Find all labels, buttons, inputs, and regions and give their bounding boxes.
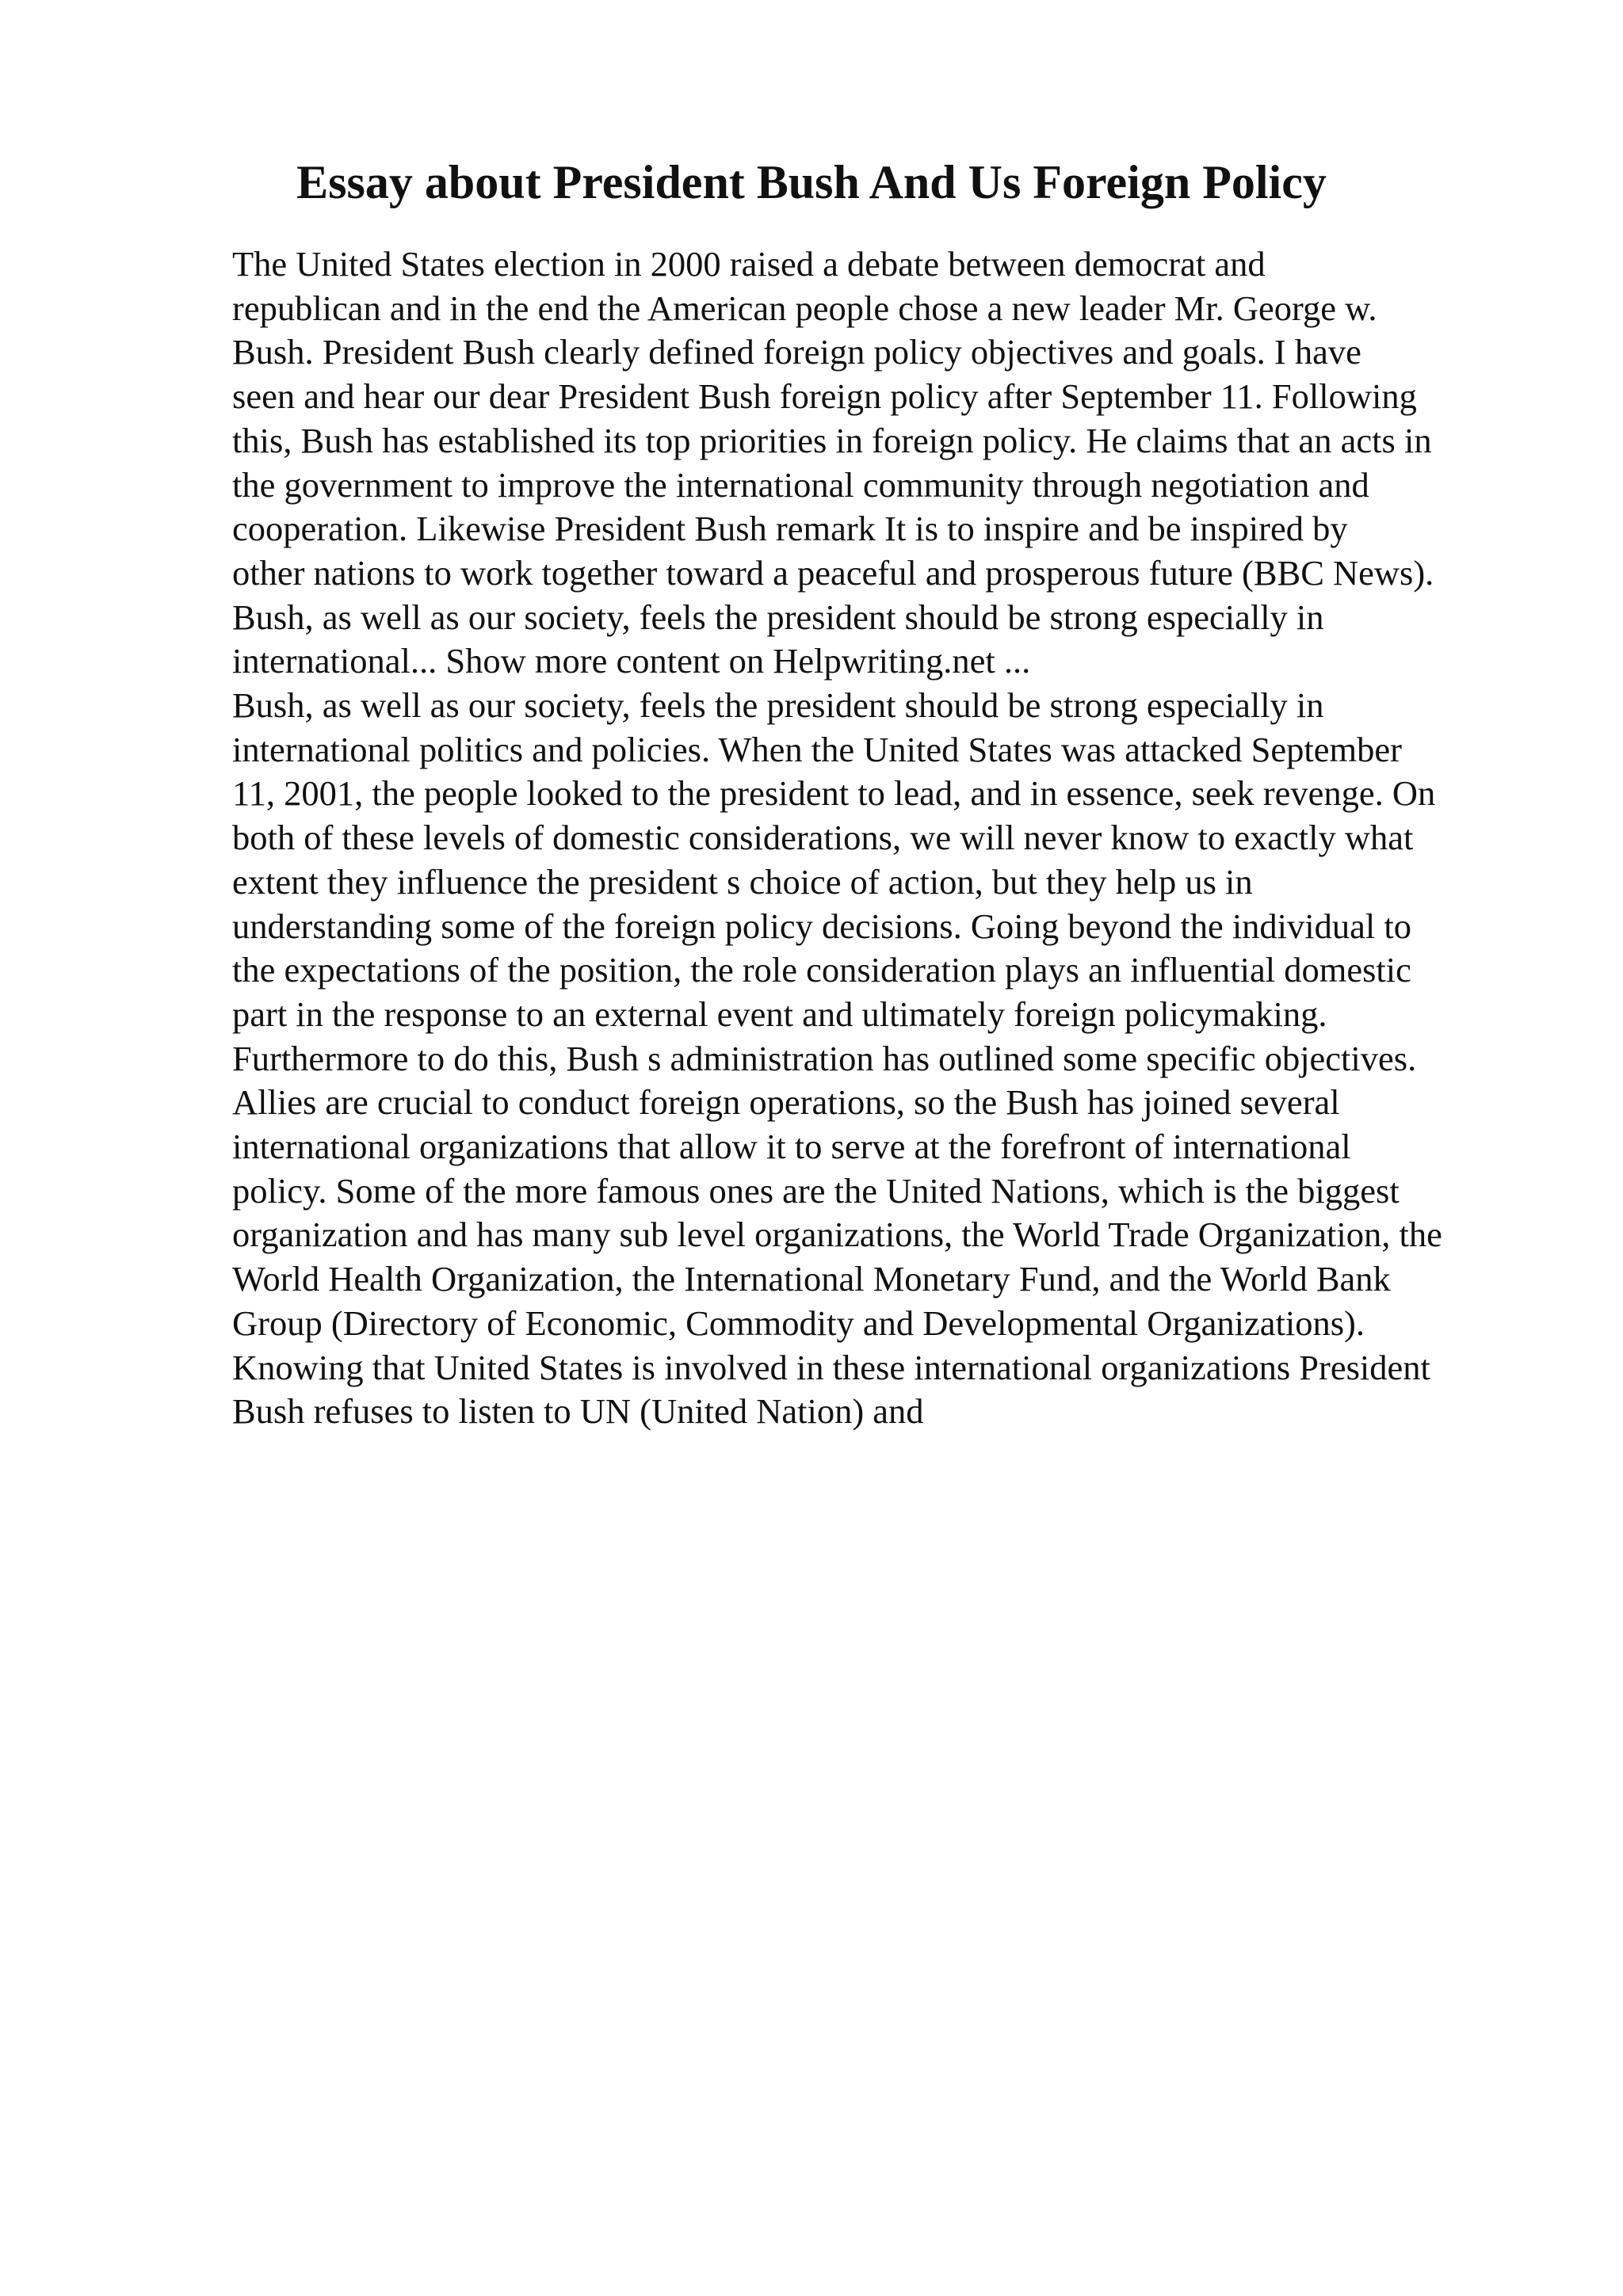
text-line: extent they influence the president s choice of action, but they help us in bbox=[232, 861, 1253, 902]
text-line: seen and hear our dear President Bush foreign policy after September 11. Following bbox=[232, 376, 1417, 417]
essay-body bbox=[232, 242, 1611, 1434]
text-line: republican and in the end the American people chose a new leader Mr. George w. bbox=[232, 288, 1377, 328]
text-line: this, Bush has established its top priorities in foreign policy. He claims that an acts in bbox=[232, 420, 1432, 460]
text-line: Bush. President Bush clearly defined foreign policy objectives and goals. I have bbox=[232, 332, 1361, 372]
text-line: understanding some of the foreign policy decisions. Going beyond the individual to bbox=[232, 906, 1412, 946]
text-line: part in the response to an external event and ultimately foreign policymaking. bbox=[232, 994, 1327, 1034]
text-line: Allies are crucial to conduct foreign operations, so the Bush has joined several bbox=[232, 1082, 1340, 1123]
text-line: Bush, as well as our society, feels the president should be strong especially in bbox=[232, 685, 1324, 726]
text-line: the expectations of the position, the role consideration plays an influential domestic bbox=[232, 950, 1411, 990]
text-line: 11, 2001, the people looked to the president to lead, and in essence, seek revenge. On bbox=[232, 773, 1436, 814]
document-title: Essay about President Bush And Us Foreign Policy bbox=[296, 156, 1327, 208]
text-line: policy. Some of the more famous ones are the United Nations, which is the biggest bbox=[232, 1170, 1400, 1211]
text-line: the government to improve the international community through negotiation and bbox=[232, 464, 1369, 505]
text-line: international... Show more content on Helpwriting.net ... bbox=[232, 641, 1031, 681]
text-line: organization and has many sub level organizations, the World Trade Organization, the bbox=[232, 1215, 1442, 1255]
text-line: Bush, as well as our society, feels the president should be strong especially in bbox=[232, 597, 1324, 637]
text-line: international politics and policies. When the United States was attacked September bbox=[232, 729, 1402, 769]
text-line: Knowing that United States is involved in these international organizations President bbox=[232, 1347, 1430, 1387]
text-line: Furthermore to do this, Bush s administration has outlined some specific objectives. bbox=[232, 1038, 1417, 1078]
text-line: other nations to work together toward a peaceful and prosperous future (BBC News). bbox=[232, 552, 1434, 593]
text-line: The United States election in 2000 raised a debate between democrat and bbox=[232, 244, 1266, 284]
text-line: Group (Directory of Economic, Commodity and Developmental Organizations). bbox=[232, 1302, 1365, 1343]
text-line: World Health Organization, the International Monetary Fund, and the World Bank bbox=[232, 1259, 1391, 1299]
text-line: cooperation. Likewise President Bush remark It is to inspire and be inspired by bbox=[232, 509, 1348, 549]
text-line: both of these levels of domestic considerations, we will never know to exactly what bbox=[232, 818, 1414, 858]
text-line: Bush refuses to listen to UN (United Nation) and bbox=[232, 1391, 924, 1432]
text-line: international organizations that allow it to serve at the forefront of international bbox=[232, 1127, 1351, 1167]
